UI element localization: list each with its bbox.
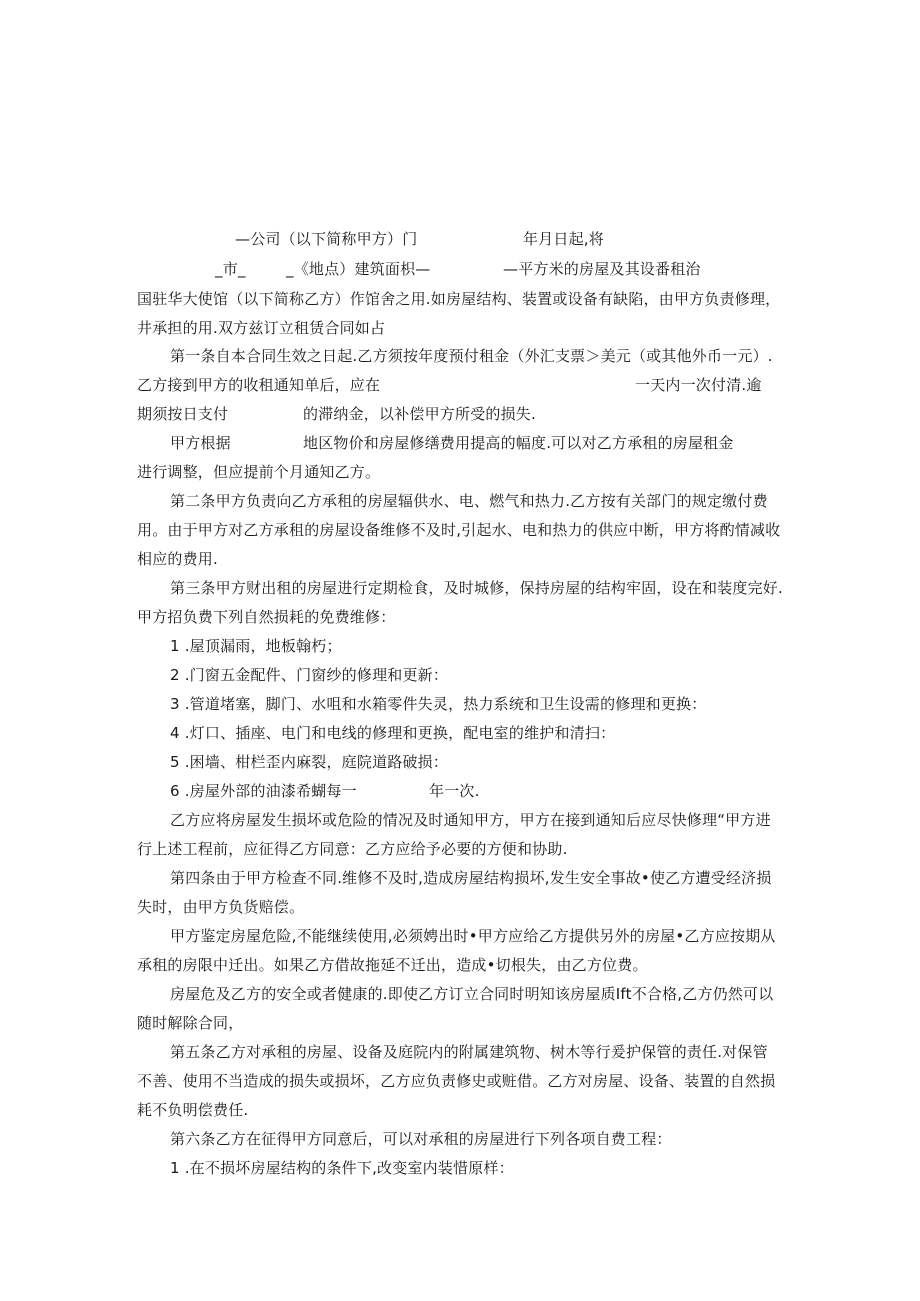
text-line: 房屋危及乙方的安全或者健康的.即使乙方订立合同时明知该房屋质Ift不合格,乙方仍然可以 [170,985,774,1003]
text-line: 承租的房限中迁出。如果乙方借故拖延不迁出，造成•切根失，由乙方位费。 [137,956,648,974]
text-line: _市_ [215,260,246,278]
text-line: 乙方应将房屋发生损坏或危险的情况及时通知甲方，甲方在接到通知后应尽快修理“甲方进 [170,811,771,829]
text-line: 一天内一次付清.逾 [635,376,762,394]
text-line: 期须按日支付 [137,405,229,423]
text-line: 行上述工程前，应征得乙方同意：乙方应给予必要的方便和协助. [137,840,568,858]
text-line: 年一次. [429,782,480,800]
text-line: 的滞纳金，以补偿甲方所受的损失. [303,405,536,423]
text-line: 第六条乙方在征得甲方同意后，可以对承租的房屋进行下列各项自费工程： [170,1130,672,1148]
text-line: 进行调整，但应提前个月通知乙方。 [137,463,381,481]
list-item: 5 .困墙、柑栏歪内麻裂，庭院道路破损： [170,753,449,771]
text-line: —公司（以下简称甲方）门 [235,230,418,248]
list-item: 3 .管道堵塞，脚门、水咀和水箱零件失灵，热力系统和卫生设需的修理和更换： [170,695,707,713]
text-line: 甲方鉴定房屋危险,不能继续使用,必须娉出时•甲方应给乙方提供另外的房屋•乙方应按期从 [170,927,776,945]
text-line: 甲方招负费下列自然损耗的免费维修： [137,608,396,626]
text-line: 耗不负明偿费任. [137,1101,249,1119]
text-line: 第三条甲方财出租的房屋进行定期检食，及时城修，保持房屋的结构牢固，设在和装度完好. [170,579,783,597]
text-line: 第二条甲方负责向乙方承租的房屋辐供水、电、燃气和热力.乙方按有关部门的规定缴付费 [170,492,768,510]
list-item: 4 .灯口、插座、电门和电线的修理和更换，配电室的维护和清扫： [170,724,616,742]
text-line: 失时，由甲方负货赔偿。 [137,898,305,916]
text-line: 第一条自本合同生效之日起.乙方须按年度预付租金（外汇支票＞美元（或其他外币一元）. [170,347,773,365]
text-line: —平方米的房屋及其设番租治 [503,260,701,278]
text-line: 用。由于甲方对乙方承租的房屋设备维修不及时,引起水、电和热力的供应中断，甲方将酌情减收 [137,521,781,539]
text-line: 随时解除合同， [137,1014,244,1032]
text-line: 甲方根据 [170,434,231,452]
text-line: 年月日起,将 [523,230,604,248]
text-line: 国驻华大使馆（以下简称乙方）作馆舍之用.如房屋结构、装置或设备有缺陷，由甲方负责修理， [137,290,781,308]
list-item: 1 .屋顶漏雨，地板翰朽； [170,637,342,655]
text-line: _《地点）建筑面枳— [286,260,431,278]
text-line: 第四条由于甲方检查不同.维修不及时,造成房屋结构损坏,发生安全事故•使乙方遭受经济损 [170,869,772,887]
text-line: 乙方接到甲方的收租通知单后，应在 [137,376,381,394]
text-line: 不善、使用不当造成的损失或损坏，乙方应负责修史或赃借。乙方对房屋、设备、装置的自然损 [137,1072,776,1090]
list-item: 1 .在不损坏房屋结构的条件下,改变室内装惜原样： [170,1159,514,1177]
text-line: 第五条乙方对承租的房屋、设备及庭院内的附属建筑物、树木等行爰护保管的责任.对保管 [170,1043,768,1061]
list-item: 2 .门窗五金配件、门窗纱的修理和更新： [170,666,449,684]
text-line: 井承担的用.双方兹订立租赁合同如占 [137,319,386,337]
text-line: 地区物价和房屋修缮费用提高的幅度.可以对乙方承租的房屋租金 [303,434,734,452]
text-line: 相应的费用. [137,550,218,568]
list-item: 6 .房屋外部的油漆希蝴每一 [170,782,357,800]
